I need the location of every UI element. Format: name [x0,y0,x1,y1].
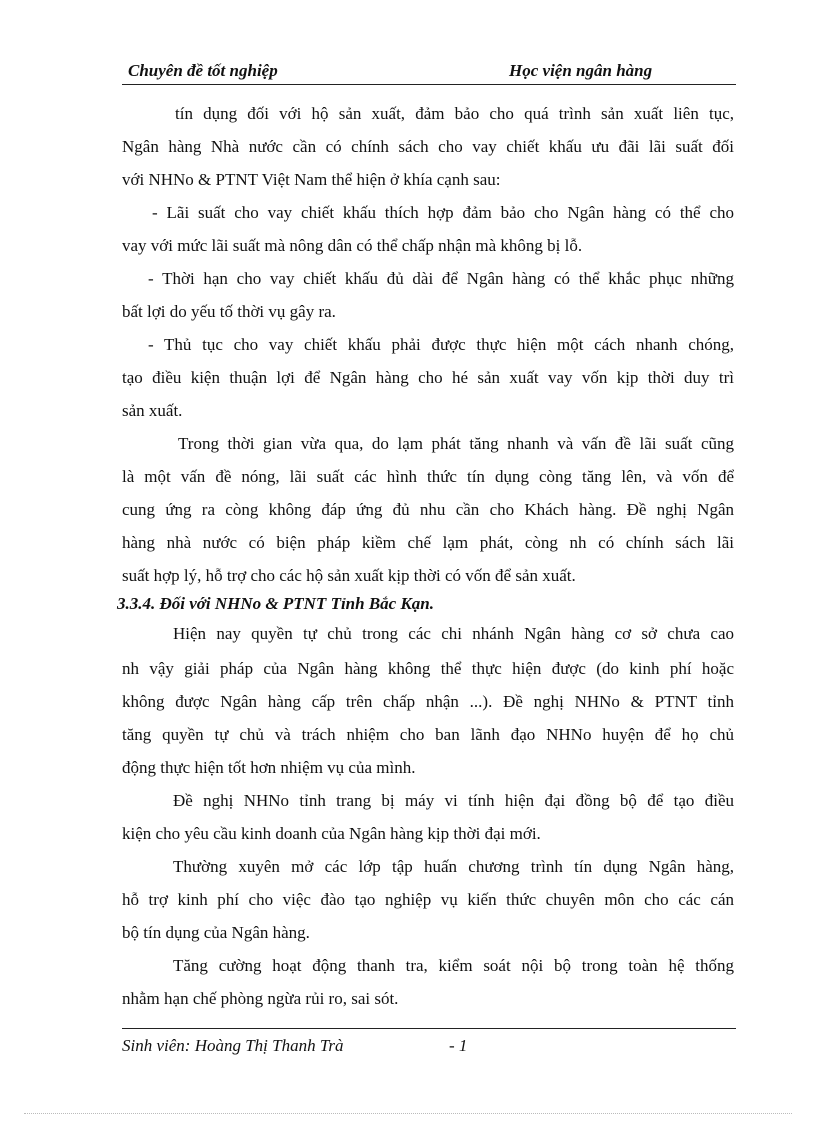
page-header [122,58,736,85]
text-line: vay với mức lãi suất mà nông dân có thể chấp nhận mà không bị lỗ. [122,236,583,255]
text-line: tăng quyền tự chủ và trách nhiệm cho ban lãnh đạo NHNo huyện để họ chủ [122,725,734,744]
text-line: - Thủ tục cho vay chiết khấu phải được thực hiện một cách nhanh chóng, [148,335,734,354]
text-line: bộ tín dụng của Ngân hàng. [122,923,310,942]
text-line: Đề nghị NHNo tỉnh trang bị máy vi tính hiện đại đồng bộ để tạo điều [173,791,734,810]
text-line: với NHNo & PTNT Việt Nam thể hiện ở khía cạnh sau: [122,170,501,189]
text-line: kiện cho yêu cầu kinh doanh của Ngân hàng kịp thời đại mới. [122,824,541,843]
text-line: cung ứng ra còng không đáp ứng đủ nhu cần cho Khách hàng. Đề nghị Ngân [122,500,734,519]
text-line: sản xuất. [122,401,183,420]
header-title-left: Chuyên đề tốt nghiệp [128,61,278,80]
text-line: suất hợp lý, hỗ trợ cho các hộ sản xuất kịp thời có vốn để sản xuất. [122,566,576,585]
text-line: tín dụng đối với hộ sản xuất, đảm bảo cho quá trình sản xuất liên tục, [175,104,734,123]
text-line: Trong thời gian vừa qua, do lạm phát tăng nhanh và vấn đề lãi suất cũng [178,434,734,453]
text-line: bất lợi do yếu tố thời vụ gây ra. [122,302,336,321]
text-line: tạo điều kiện thuận lợi để Ngân hàng cho hé sản xuất vay vốn kịp thời duy trì [122,368,734,387]
text-line: nh vậy giải pháp của Ngân hàng không thể thực hiện được (do kinh phí hoặc [122,659,734,678]
footer-student-name: Sinh viên: Hoàng Thị Thanh Trà [122,1036,344,1055]
page-footer [122,1028,736,1055]
page-boundary-divider [24,1113,792,1114]
text-line: hàng nhà nước có biện pháp kiềm chế lạm phát, còng nh có chính sách lãi [122,533,734,552]
page-number: - 1 [449,1036,468,1055]
text-line: là một vấn đề nóng, lãi suất các hình thức tín dụng còng tăng lên, và vốn để [122,467,734,486]
text-line: Ngân hàng Nhà nước cần có chính sách cho vay chiết khấu ưu đãi lãi suất đối [122,137,734,156]
section-heading: 3.3.4. Đối với NHNo & PTNT Tỉnh Bắc Kạn. [117,594,435,613]
text-line: hỗ trợ kinh phí cho việc đào tạo nghiệp vụ kiến thức chuyên môn cho các cán [122,890,734,909]
text-line: - Lãi suất cho vay chiết khấu thích hợp đảm bảo cho Ngân hàng có thể cho [152,203,734,222]
header-title-right: Học viện ngân hàng [509,61,653,80]
text-line: - Thời hạn cho vay chiết khấu đủ dài để Ngân hàng có thể khắc phục những [148,269,734,288]
text-line: Hiện nay quyền tự chủ trong các chi nhánh Ngân hàng cơ sở chưa cao [173,624,734,643]
text-line: Thường xuyên mở các lớp tập huấn chương trình tín dụng Ngân hàng, [173,857,734,876]
text-line: Tăng cường hoạt động thanh tra, kiểm soát nội bộ trong toàn hệ thống [173,956,734,975]
text-line: không được Ngân hàng cấp trên chấp nhận ...). Đề nghị NHNo & PTNT tỉnh [122,692,734,711]
text-line: nhằm hạn chế phòng ngừa rủi ro, sai sót. [122,989,399,1008]
text-line: động thực hiện tốt hơn nhiệm vụ của mình. [122,758,416,777]
